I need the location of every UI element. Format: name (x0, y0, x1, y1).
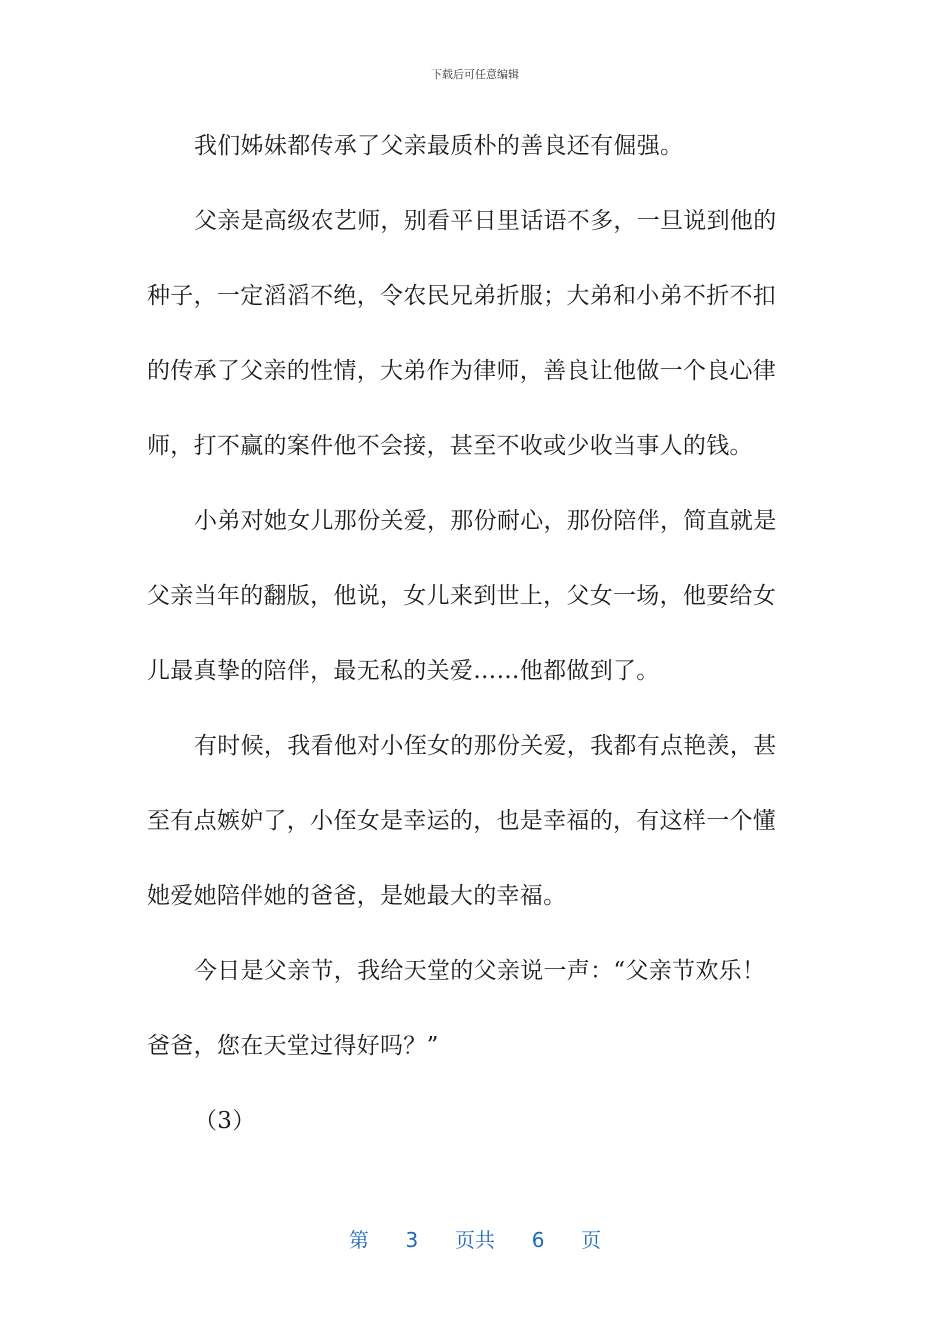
paragraph-line: 父亲是高级农艺师，别看平日里话语不多，一旦说到他的 (194, 208, 777, 234)
paragraph-line: 我们姊妹都传承了父亲最质朴的善良还有倔强。 (194, 133, 684, 159)
paragraph-line: 有时候，我看他对小侄女的那份关爱，我都有点艳羡，甚 (194, 733, 777, 759)
footer-prefix: 第 (348, 1228, 369, 1252)
paragraph-line: 的传承了父亲的性情，大弟作为律师，善良让他做一个良心律 (147, 358, 777, 384)
paragraph-line: 至有点嫉妒了，小侄女是幸运的，也是幸福的，有这样一个懂 (147, 808, 777, 834)
page-header: 下载后可任意编辑 (431, 68, 519, 81)
paragraph-line: 小弟对她女儿那份关爱，那份耐心，那份陪伴，简直就是 (194, 508, 777, 534)
paragraph-line: 今日是父亲节，我给天堂的父亲说一声：“父亲节欢乐！ (194, 958, 766, 984)
footer-middle: 页共 (455, 1228, 495, 1252)
current-page-number: 3 (405, 1228, 419, 1252)
page-footer (0, 1224, 950, 1253)
paragraph-line: 父亲当年的翻版，他说，女儿来到世上，父女一场，他要给女 (147, 583, 777, 609)
section-number: （3） (194, 1108, 256, 1134)
paragraph-line: 儿最真挚的陪伴，最无私的关爱……他都做到了。 (147, 658, 660, 684)
footer-suffix: 页 (581, 1228, 602, 1252)
document-body (147, 125, 807, 1175)
paragraph-line: 爸爸，您在天堂过得好吗？” (147, 1033, 439, 1059)
paragraph-line: 她爱她陪伴她的爸爸，是她最大的幸福。 (147, 883, 567, 909)
paragraph-line: 师，打不赢的案件他不会接，甚至不收或少收当事人的钱。 (147, 433, 753, 459)
total-page-number: 6 (531, 1228, 545, 1252)
paragraph-line: 种子，一定滔滔不绝，令农民兄弟折服；大弟和小弟不折不扣 (147, 283, 777, 309)
